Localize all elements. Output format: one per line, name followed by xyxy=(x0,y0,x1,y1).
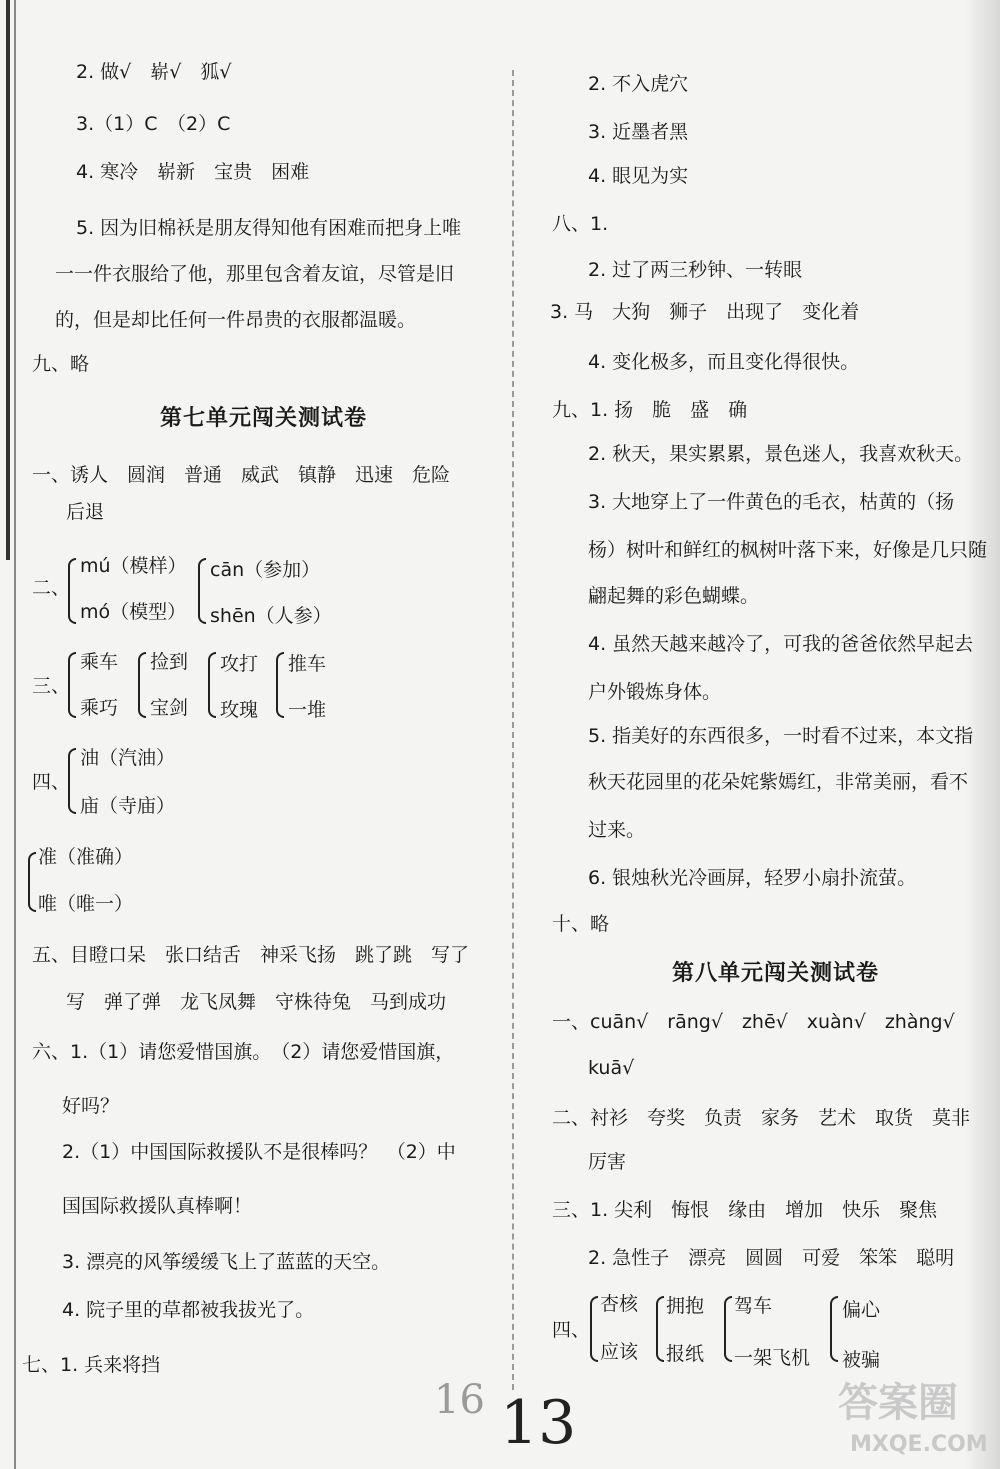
faint-handwriting: 16 xyxy=(434,1377,485,1423)
answer-item: 攻打 xyxy=(220,653,259,675)
answer-item: 杏核 xyxy=(600,1293,639,1315)
answer-item: 宝剑 xyxy=(150,697,189,719)
answer-item: 报纸 xyxy=(666,1343,705,1365)
answer-item: mó（模型） xyxy=(80,601,187,623)
watermark-logo: 答案圈 xyxy=(838,1380,958,1426)
answer-item: 偏心 xyxy=(842,1299,881,1321)
brace xyxy=(590,1296,598,1362)
answer-item: 一架飞机 xyxy=(734,1347,811,1369)
answer-line: 杨）树叶和鲜红的枫树叶落下来，好像是几只随 xyxy=(588,539,988,561)
question-label: 四、 xyxy=(32,771,71,793)
unit8-title: 第八单元闯关测试卷 xyxy=(672,961,880,986)
answer-line: 一一件衣服给了他，那里包含着友谊，尽管是旧 xyxy=(55,263,455,285)
answer-line: 2. 过了两三秒钟、一转眼 xyxy=(588,259,803,281)
answer-item: 玫瑰 xyxy=(220,699,259,721)
brace xyxy=(198,558,206,624)
answer-line: 户外锻炼身体。 xyxy=(588,681,722,703)
question-label: 三、 xyxy=(32,675,71,697)
answer-item: 油（汽油） xyxy=(80,747,176,769)
answer-line: 2. 做√ 崭√ 狐√ xyxy=(76,61,232,83)
answer-item: 驾车 xyxy=(734,1295,773,1317)
answer-line: 4. 寒冷 崭新 宝贵 困难 xyxy=(76,161,310,183)
binding-line xyxy=(14,0,16,1469)
answer-line: 5. 指美好的东西很多，一时看不过来，本文指 xyxy=(588,725,974,747)
answer-line: 六、1.（1）请您爱惜国旗。 （2）请您爱惜国旗， xyxy=(32,1041,455,1063)
answer-line: 3.（1）C （2）C xyxy=(76,113,231,135)
answer-item: 捡到 xyxy=(150,651,189,673)
answer-line: 十、略 xyxy=(552,913,610,935)
brace xyxy=(68,748,76,814)
answer-item: 拥抱 xyxy=(666,1295,705,1317)
answer-item: 一堆 xyxy=(288,699,327,721)
answer-line: 一、cuān√ rāng√ zhē√ xuàn√ zhàng√ xyxy=(552,1011,955,1033)
answer-line: 一、诱人 圆润 普通 威武 镇静 迅速 危险 xyxy=(32,464,451,486)
answer-item: 被骗 xyxy=(842,1349,881,1371)
answer-line: 2. 急性子 漂亮 圆圆 可爱 笨笨 聪明 xyxy=(588,1247,955,1269)
answer-item: 庙（寺庙） xyxy=(80,795,176,817)
watermark-url: MXQE.COM xyxy=(850,1432,988,1457)
answer-line: 八、1. xyxy=(552,213,609,235)
answer-item: cān（参加） xyxy=(210,559,321,581)
answer-line: 2. 秋天，果实累累，景色迷人，我喜欢秋天。 xyxy=(588,443,974,465)
answer-line: 国国际救援队真棒啊！ xyxy=(62,1195,253,1217)
answer-item: 唯（唯一） xyxy=(38,893,134,915)
answer-line: 秋天花园里的花朵姹紫嫣红，非常美丽，看不 xyxy=(588,771,969,793)
answer-line: 好吗？ xyxy=(62,1095,120,1117)
answer-item: mú（模样） xyxy=(80,555,187,577)
answer-line: 的，但是却比任何一件昂贵的衣服都温暖。 xyxy=(55,309,417,331)
answer-line: kuā√ xyxy=(588,1057,635,1079)
handwritten-page-number: 13 xyxy=(500,1388,577,1458)
answer-line: 3. 漂亮的风筝缓缓飞上了蓝蓝的天空。 xyxy=(62,1251,391,1273)
answer-line: 五、目瞪口呆 张口结舌 神采飞扬 跳了跳 写了 xyxy=(32,944,470,966)
answer-line: 写 弹了弹 龙飞凤舞 守株待兔 马到成功 xyxy=(66,991,447,1013)
answer-line: 过来。 xyxy=(588,819,646,841)
answer-item: 准（准确） xyxy=(38,846,134,868)
answer-item: 乘车 xyxy=(80,651,119,673)
answer-line: 二、衬衫 夸奖 负责 家务 艺术 取货 莫非 xyxy=(552,1107,971,1129)
column-divider xyxy=(512,70,514,1390)
answer-line: 后退 xyxy=(66,501,105,523)
question-label: 四、 xyxy=(552,1319,591,1341)
answer-line: 2.（1）中国国际救援队不是很棒吗？ （2）中 xyxy=(62,1141,456,1163)
answer-line: 3. 近墨者黑 xyxy=(588,121,689,143)
answer-line: 4. 眼见为实 xyxy=(588,165,689,187)
answer-line: 厉害 xyxy=(588,1151,627,1173)
answer-line: 3. 大地穿上了一件黄色的毛衣，枯黄的（扬 xyxy=(588,491,955,513)
answer-line: 九、略 xyxy=(32,353,90,375)
answer-line: 4. 变化极多，而且变化得很快。 xyxy=(588,351,860,373)
brace xyxy=(68,558,76,624)
brace xyxy=(208,652,216,718)
brace xyxy=(138,652,146,718)
brace xyxy=(830,1296,838,1362)
answer-line: 翩起舞的彩色蝴蝶。 xyxy=(588,585,760,607)
answer-line: 4. 虽然天越来越冷了，可我的爸爸依然早起去 xyxy=(588,633,974,655)
question-label: 二、 xyxy=(32,577,71,599)
brace xyxy=(656,1296,664,1362)
answer-line: 4. 院子里的草都被我拔光了。 xyxy=(62,1299,315,1321)
binding-edge xyxy=(6,0,10,560)
brace xyxy=(276,652,284,718)
unit7-title: 第七单元闯关测试卷 xyxy=(160,406,368,431)
answer-line: 三、1. 尖利 悔恨 缘由 增加 快乐 聚焦 xyxy=(552,1199,938,1221)
answer-line: 6. 银烛秋光冷画屏，轻罗小扇扑流萤。 xyxy=(588,867,917,889)
brace xyxy=(28,852,36,912)
answer-item: shēn（人参） xyxy=(210,605,332,627)
answer-item: 推车 xyxy=(288,653,327,675)
brace xyxy=(68,652,76,718)
answer-line: 2. 不入虎穴 xyxy=(588,73,689,95)
answer-line: 5. 因为旧棉袄是朋友得知他有困难而把身上唯 xyxy=(76,217,462,239)
answer-item: 乘巧 xyxy=(80,697,119,719)
answer-line: 九、1. 扬 脆 盛 确 xyxy=(552,399,748,421)
brace xyxy=(724,1296,732,1362)
answer-line: 3. 马 大狗 狮子 出现了 变化着 xyxy=(550,301,860,323)
answer-line: 七、1. 兵来将挡 xyxy=(22,1354,161,1376)
answer-item: 应该 xyxy=(600,1341,639,1363)
